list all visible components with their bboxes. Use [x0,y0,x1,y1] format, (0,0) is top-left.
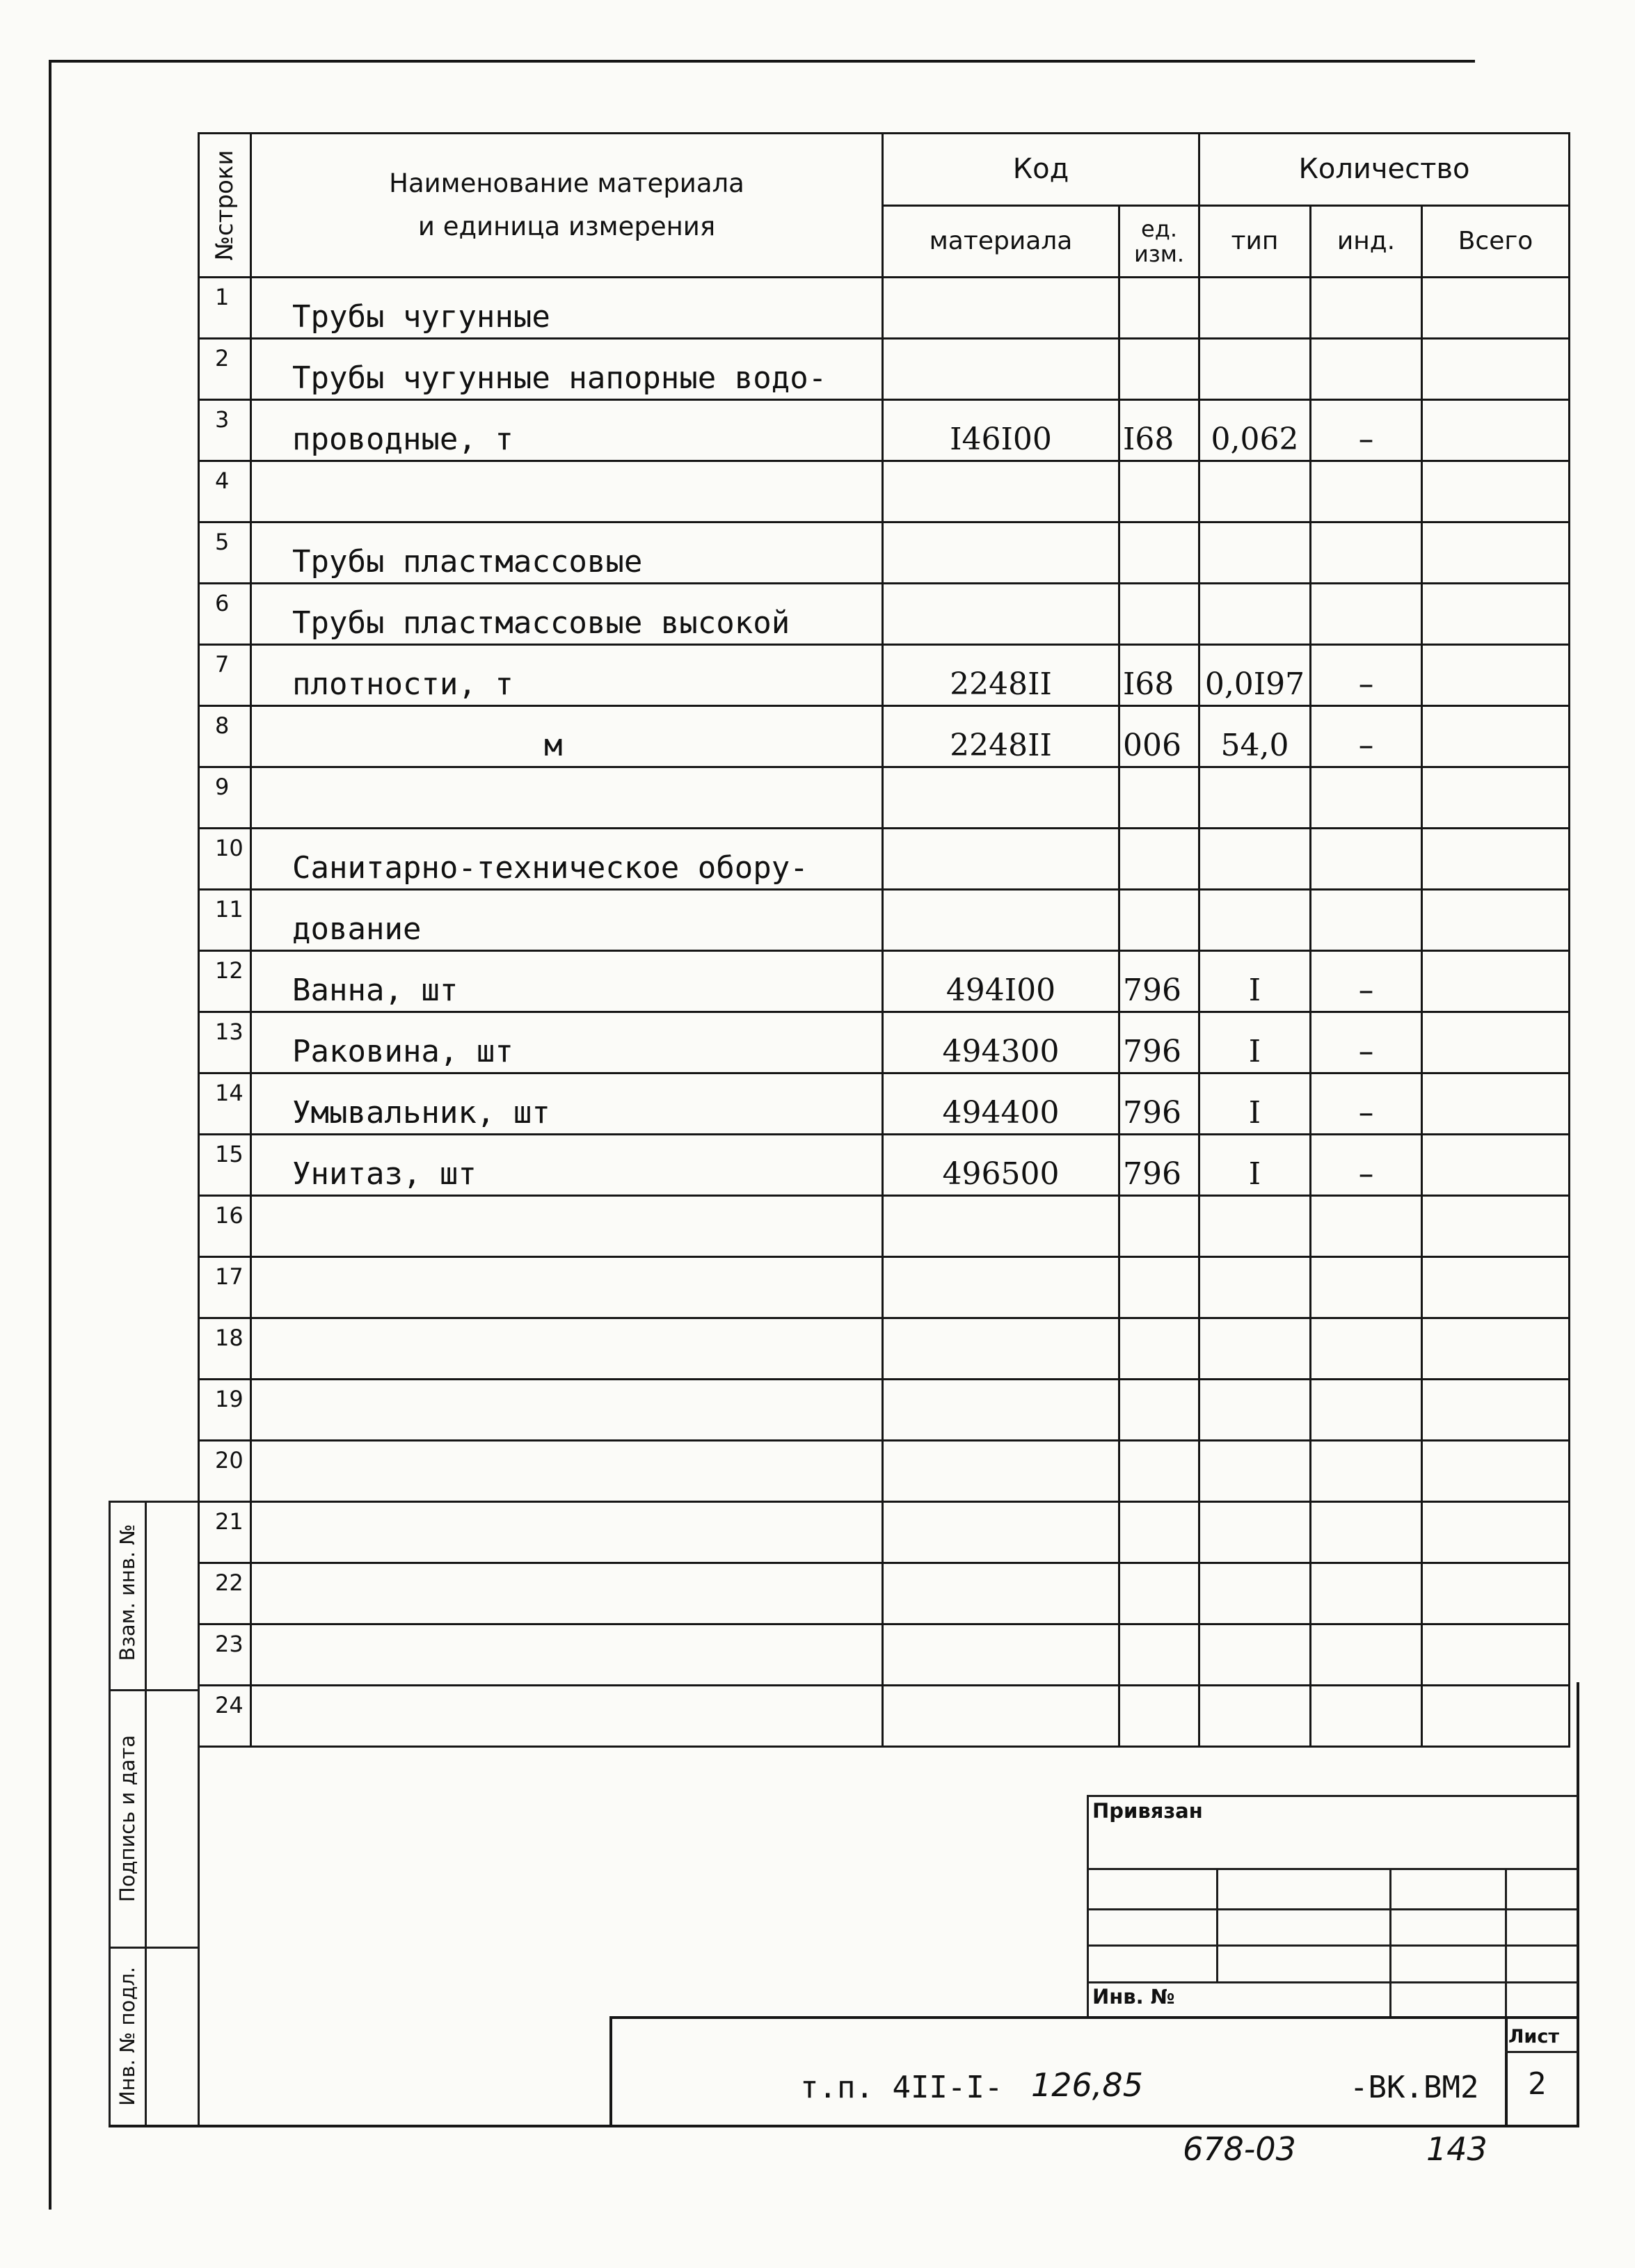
quantity-typ: I [1199,951,1311,1012]
quantity-total [1422,1624,1570,1686]
quantity-total [1422,829,1570,890]
quantity-total [1422,1135,1570,1196]
table-body [199,278,1570,1747]
row-number: 3 [199,400,251,461]
doc-code-handwritten: 126,85 [1031,2066,1143,2104]
material-code: I46I00 [883,400,1119,461]
table-row [199,1624,1570,1686]
row-number: 16 [199,1196,251,1257]
quantity-total [1422,706,1570,767]
table-row [199,1502,1570,1563]
privyazan-grid-v2 [1389,1868,1391,2018]
table-row [199,1196,1570,1257]
row-number: 8 [199,706,251,767]
sheet-number: 2 [1528,2066,1547,2102]
quantity-total [1422,400,1570,461]
quantity-total [1422,951,1570,1012]
material-code [883,767,1119,829]
quantity-ind [1311,829,1422,890]
header-ind: инд. [1311,205,1422,278]
quantity-typ: I [1199,1012,1311,1073]
quantity-typ [1199,890,1311,951]
row-number: 13 [199,1012,251,1073]
row-number: 1 [199,278,251,339]
quantity-total [1422,645,1570,706]
sheet-label-sep [1505,2051,1578,2053]
quantity-typ: 54,0 [1199,706,1311,767]
material-code: 494300 [883,1012,1119,1073]
material-name: плотности, т [251,645,883,706]
material-code [883,278,1119,339]
material-code: 2248II [883,706,1119,767]
quantity-ind: – [1311,1012,1422,1073]
doc-row-left [609,2016,612,2127]
quantity-ind [1311,339,1422,400]
unit-code [1119,1502,1199,1563]
unit-code: 006 [1119,706,1199,767]
bottom-frame-right [1577,1682,1579,2127]
quantity-ind [1311,1196,1422,1257]
table-row [199,706,1570,767]
stamp-divider [145,1501,147,2127]
quantity-total [1422,1441,1570,1502]
material-code: 496500 [883,1135,1119,1196]
footer-note-1: 678-03 [1183,2130,1296,2168]
unit-code: 796 [1119,1012,1199,1073]
unit-code [1119,584,1199,645]
inv-no-label: Инв. № [1092,1985,1175,2009]
doc-code-suffix: -ВК.ВМ2 [1350,2070,1479,2105]
unit-code [1119,278,1199,339]
quantity-typ [1199,1686,1311,1747]
table-row [199,829,1570,890]
material-code [883,1441,1119,1502]
unit-code [1119,1196,1199,1257]
table-row [199,400,1570,461]
material-name: Унитаз, шт [251,1135,883,1196]
table-row [199,1563,1570,1624]
row-number: 10 [199,829,251,890]
unit-code [1119,1318,1199,1380]
unit-code [1119,1686,1199,1747]
table-row [199,584,1570,645]
quantity-total [1422,1012,1570,1073]
quantity-total [1422,522,1570,584]
row-number: 11 [199,890,251,951]
quantity-ind [1311,1441,1422,1502]
material-code: 494I00 [883,951,1119,1012]
row-number: 5 [199,522,251,584]
row-number: 2 [199,339,251,400]
quantity-ind [1311,1318,1422,1380]
material-name [251,1441,883,1502]
quantity-ind: – [1311,706,1422,767]
quantity-total [1422,1686,1570,1747]
unit-code [1119,890,1199,951]
quantity-total [1422,339,1570,400]
row-number: 9 [199,767,251,829]
quantity-typ [1199,522,1311,584]
row-number: 21 [199,1502,251,1563]
material-code [883,1318,1119,1380]
quantity-ind [1311,1502,1422,1563]
material-code [883,1380,1119,1441]
material-code [883,1563,1119,1624]
privyazan-label: Привязан [1092,1799,1203,1823]
header-total: Всего [1422,205,1570,278]
stamp-top-line [109,1501,198,1503]
quantity-ind [1311,767,1422,829]
unit-code [1119,829,1199,890]
row-number: 19 [199,1380,251,1441]
row-number: 17 [199,1257,251,1318]
bottom-frame-bottom [109,2125,1579,2127]
quantity-typ [1199,1441,1311,1502]
bottom-frame-left [198,1682,200,2127]
material-code [883,1502,1119,1563]
unit-code [1119,1563,1199,1624]
unit-code: I68 [1119,400,1199,461]
quantity-total [1422,278,1570,339]
quantity-total [1422,1073,1570,1135]
header-typ: тип [1199,205,1311,278]
quantity-typ [1199,584,1311,645]
header-unit-line2: изм. [1133,240,1185,267]
quantity-typ [1199,1502,1311,1563]
quantity-ind [1311,1380,1422,1441]
material-code: 2248II [883,645,1119,706]
unit-code: 796 [1119,1135,1199,1196]
privyazan-grid-v1 [1216,1868,1218,1981]
quantity-typ [1199,1380,1311,1441]
row-number: 22 [199,1563,251,1624]
row-number: 4 [199,461,251,522]
header-code-group: Код [883,134,1199,206]
table-row [199,1318,1570,1380]
sheet-label: Лист [1508,2026,1559,2047]
quantity-typ: 0,062 [1199,400,1311,461]
table-row [199,645,1570,706]
quantity-typ: I [1199,1073,1311,1135]
material-name: Трубы чугунные напорные водо- [251,339,883,400]
table-row [199,1257,1570,1318]
unit-code [1119,1441,1199,1502]
material-name: дование [251,890,883,951]
row-number: 12 [199,951,251,1012]
material-name: Санитарно-техническое обору- [251,829,883,890]
material-name: проводные, т [251,400,883,461]
quantity-typ [1199,278,1311,339]
material-code [883,1686,1119,1747]
header-material-code: материала [883,205,1119,278]
quantity-ind [1311,278,1422,339]
material-code [883,584,1119,645]
unit-code: 796 [1119,1073,1199,1135]
quantity-ind: – [1311,951,1422,1012]
quantity-total [1422,584,1570,645]
materials-table [198,132,1570,1748]
unit-code: I68 [1119,645,1199,706]
unit-code [1119,1257,1199,1318]
frame-left-line [49,60,51,2210]
table-row [199,461,1570,522]
stamp-sep-2 [109,1947,198,1949]
row-number: 6 [199,584,251,645]
material-name [251,1318,883,1380]
material-code [883,1257,1119,1318]
quantity-ind: – [1311,1135,1422,1196]
quantity-typ [1199,1196,1311,1257]
doc-row-top [609,2016,1578,2019]
quantity-ind [1311,461,1422,522]
material-name [251,1502,883,1563]
material-name [251,1686,883,1747]
privyazan-top [1087,1795,1578,1797]
quantity-ind [1311,1686,1422,1747]
material-code [883,522,1119,584]
material-code [883,829,1119,890]
row-number: 18 [199,1318,251,1380]
header-row-number [199,134,251,278]
table-row [199,339,1570,400]
table-row [199,890,1570,951]
stamp-vzam-inv: Взам. инв. № [115,1524,139,1661]
table-row [199,767,1570,829]
sheet-cell-left [1505,2016,1508,2127]
stamp-outer-left [109,1501,111,2127]
quantity-total [1422,1380,1570,1441]
header-unit [1119,205,1199,278]
material-name: Трубы чугунные [251,278,883,339]
material-name [251,1196,883,1257]
quantity-typ: 0,0I97 [1199,645,1311,706]
quantity-typ [1199,1257,1311,1318]
material-name: м [251,706,883,767]
material-code: 494400 [883,1073,1119,1135]
header-row-number-label: №строки [211,150,239,261]
row-number: 15 [199,1135,251,1196]
quantity-ind [1311,522,1422,584]
material-name: Умывальник, шт [251,1073,883,1135]
quantity-total [1422,767,1570,829]
quantity-total [1422,1318,1570,1380]
quantity-typ [1199,1563,1311,1624]
quantity-ind [1311,890,1422,951]
table-row [199,1073,1570,1135]
unit-code [1119,1624,1199,1686]
material-code [883,890,1119,951]
quantity-typ [1199,461,1311,522]
material-code [883,1624,1119,1686]
quantity-typ [1199,767,1311,829]
privyazan-grid-v3 [1505,1868,1507,2018]
doc-code-prefix: т.п. 4II-I- [800,2070,1003,2105]
material-name [251,1624,883,1686]
row-number: 7 [199,645,251,706]
material-name [251,767,883,829]
header-material-name [251,134,883,278]
quantity-ind: – [1311,645,1422,706]
material-name: Ванна, шт [251,951,883,1012]
quantity-total [1422,1502,1570,1563]
unit-code [1119,461,1199,522]
quantity-typ [1199,339,1311,400]
unit-code [1119,1380,1199,1441]
quantity-ind [1311,1257,1422,1318]
header-name-line1: Наименование материала [389,168,744,198]
quantity-ind: – [1311,400,1422,461]
table-row [199,951,1570,1012]
material-code [883,461,1119,522]
quantity-total [1422,1563,1570,1624]
quantity-ind [1311,1563,1422,1624]
unit-code: 796 [1119,951,1199,1012]
material-name: Трубы пластмассовые [251,522,883,584]
table-row [199,1686,1570,1747]
material-name [251,1257,883,1318]
table-row [199,1380,1570,1441]
header-quantity-group: Количество [1199,134,1570,206]
quantity-total [1422,1257,1570,1318]
privyazan-left [1087,1795,1089,2018]
quantity-typ [1199,1624,1311,1686]
header-unit-line1: ед. [1141,215,1177,242]
table-row [199,1012,1570,1073]
material-code [883,1196,1119,1257]
frame-top-line [49,60,1475,63]
material-name: Раковина, шт [251,1012,883,1073]
quantity-typ [1199,1318,1311,1380]
material-name: Трубы пластмассовые высокой [251,584,883,645]
material-name [251,1380,883,1441]
table-row [199,1441,1570,1502]
quantity-total [1422,1196,1570,1257]
unit-code [1119,339,1199,400]
unit-code [1119,767,1199,829]
quantity-total [1422,890,1570,951]
quantity-total [1422,461,1570,522]
quantity-ind [1311,584,1422,645]
footer-note-2: 143 [1426,2130,1488,2168]
quantity-typ [1199,829,1311,890]
row-number: 14 [199,1073,251,1135]
stamp-sep-1 [109,1689,198,1691]
header-name-line2: и единица измерения [417,211,716,241]
row-number: 23 [199,1624,251,1686]
table-row [199,1135,1570,1196]
quantity-typ: I [1199,1135,1311,1196]
table-row [199,278,1570,339]
unit-code [1119,522,1199,584]
material-name [251,461,883,522]
row-number: 24 [199,1686,251,1747]
table-row [199,522,1570,584]
stamp-podpis-data: Подпись и дата [115,1734,139,1903]
row-number: 20 [199,1441,251,1502]
material-name [251,1563,883,1624]
quantity-ind: – [1311,1073,1422,1135]
quantity-ind [1311,1624,1422,1686]
stamp-inv-podl: Инв. № подл. [115,1966,139,2107]
material-code [883,339,1119,400]
